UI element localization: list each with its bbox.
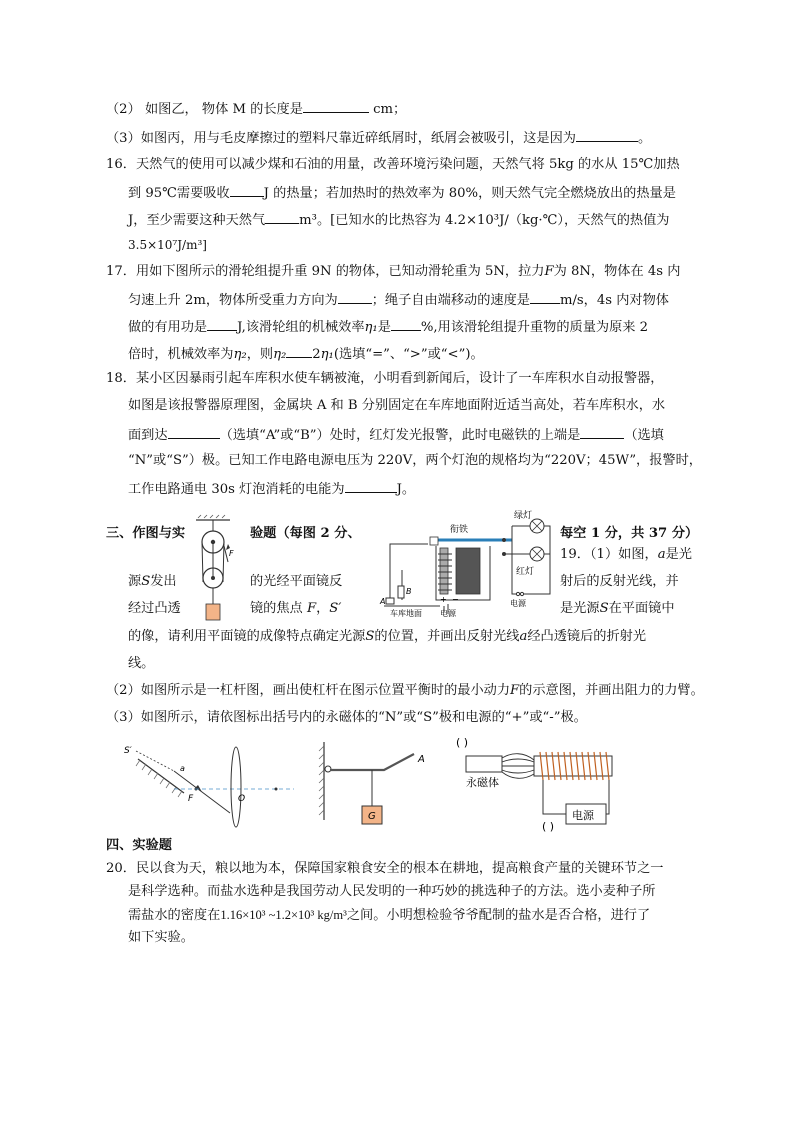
q17-text: %,用该滑轮组提升重物的质量为原来 2 — [420, 320, 649, 335]
green-lamp-label: 绿灯 — [514, 511, 533, 521]
armature-label: 衔铁 — [450, 525, 469, 535]
q18-text: （选填“A”或“B”）处时，红灯发光报警，此时电磁铁的上端是 — [219, 428, 581, 443]
lever-arm — [330, 754, 414, 770]
image-point-label: S′ — [124, 746, 132, 756]
q19-row2-left — [128, 572, 177, 592]
q17-text: 2 — [312, 347, 321, 362]
answer-blank — [265, 209, 299, 224]
answer-blank — [338, 289, 372, 304]
weight-block — [206, 604, 220, 620]
q17-var: η₂ — [233, 347, 247, 362]
q19-text: ， — [316, 601, 330, 616]
q18-line-3 — [128, 424, 664, 446]
q17-text: 匀速上升 2m，物体所受重力方向为 — [128, 293, 338, 308]
answer-blank — [303, 98, 369, 113]
ray-label: a — [180, 764, 185, 773]
q17-text: 17．用如下图所示的滑轮组提升重 9N 的物体，已知动滑轮重为 5N，拉力 — [106, 264, 545, 279]
section-3-heading-c: 每空 1 分，共 37 分） — [560, 526, 699, 541]
q19-text: 是光 — [665, 547, 692, 562]
q19-text: 在平面镜中 — [608, 601, 675, 616]
q19-part2 — [106, 681, 704, 701]
q17-text: 做的有用功是 — [128, 320, 208, 335]
q19-text: 源 — [128, 574, 142, 589]
lens-figure — [118, 735, 298, 825]
red-lamp-label: 红灯 — [516, 567, 535, 577]
section-3-heading-b: 验题（每图 2 分、 — [250, 526, 361, 541]
q19-row4 — [128, 627, 646, 647]
metal-block-b — [398, 586, 404, 598]
q19-part3: （3）如图所示，请依图标出括号内的永磁体的“N”或“S”极和电源的“+”或“-”极。 — [106, 710, 587, 725]
q18-text: （选填 — [624, 428, 664, 443]
q20-line-3 — [128, 905, 650, 926]
q19-row2-right: 射后的反射光线，并 — [560, 574, 679, 589]
answer-blank — [286, 343, 312, 358]
answer-blank — [576, 127, 638, 142]
q19-row2-mid: 的光经平面镜反 — [250, 574, 343, 589]
q17-var: F — [544, 264, 554, 279]
q20-line-4: 如下实验。 — [128, 930, 194, 945]
q17-var: η₂ — [273, 347, 287, 362]
q19-row3-left: 经过凸透 — [128, 601, 181, 616]
q20-line-1: 20．民以食为天，粮以地为本，保障国家粮食安全的根本在耕地，提高粮食产量的关键环节之一 — [106, 861, 664, 876]
magnet-pole-bracket: ( ) — [456, 736, 469, 749]
q16-line-2 — [128, 182, 676, 204]
answer-blank — [530, 289, 560, 304]
force-label: F — [229, 549, 234, 558]
weight-label: G — [368, 811, 376, 822]
q15-part3-end: 。 — [637, 131, 652, 146]
q17-text: (选填“=”、“>”或“<”)。 — [333, 347, 484, 362]
q17-line-1 — [106, 262, 680, 282]
q19-text: 19．（1）如图， — [560, 547, 658, 562]
q18-line-1: 18．某小区因暴雨引起车库积水使车辆被淹，小明看到新闻后，设计了一车库积水自动报警器， — [106, 371, 664, 386]
q19-intro — [560, 545, 692, 565]
q20-line-2: 是科学选种。而盐水选种是我国劳动人民发明的一种巧妙的挑选种子的方法。选小麦种子所 — [128, 884, 656, 899]
permanent-magnet — [466, 756, 502, 772]
convex-lens — [231, 747, 241, 827]
q15-part3 — [106, 127, 651, 149]
q19-row3-right — [560, 599, 675, 619]
q19-var: S — [141, 574, 151, 589]
minus-label: − — [452, 595, 459, 604]
q19-text: 经凸透镜后的折射光 — [527, 629, 647, 644]
q17-text: 倍时，机械效率为 — [128, 347, 234, 362]
control-power-label: 电源 — [440, 609, 456, 618]
q19-var: S — [599, 601, 609, 616]
q19-text: 发出 — [150, 574, 177, 589]
q19-text: 镜的焦点 — [250, 601, 303, 616]
q16-text: m³。[已知水的比热容为 4.2×10³J/（kg·℃），天然气的热值为 — [299, 213, 670, 228]
q15-part2 — [106, 98, 406, 120]
q19-var: S — [365, 629, 375, 644]
q18-text: 工作电路通电 30s 灯泡消耗的电能为 — [128, 482, 345, 497]
q19-var: F — [510, 683, 520, 698]
q17-text: 为 8N，物体在 4s 内 — [553, 264, 681, 279]
q15-part2-text: （2） 如图乙， 物体 M 的长度是 — [106, 102, 303, 117]
label-a: A — [380, 597, 386, 606]
q16-line-4: 3.5×10⁷J/m³] — [128, 238, 207, 252]
q18-text: J。 — [396, 482, 416, 497]
answer-blank — [230, 182, 264, 197]
density-range: 1.16×10³ ~1.2×10³ kg/m³ — [220, 908, 347, 922]
q17-line-3 — [128, 316, 648, 338]
q19-text: 的像，请利用平面镜的成像特点确定光源 — [128, 629, 366, 644]
q15-part2-unit: cm； — [373, 102, 407, 117]
electromagnet-core — [440, 548, 448, 594]
q17-line-2 — [128, 289, 669, 311]
q16-text: J 的热量；若加热时的热效率为 80%，则天然气完全燃烧放出的热量是 — [263, 186, 676, 201]
q18-line-2: 如图是该报警器原理图，金属块 A 和 B 分别固定在车库地面附近适当高处，若车库积水，水 — [128, 398, 666, 413]
q19-row5: 线。 — [128, 656, 155, 671]
answer-blank — [345, 478, 397, 493]
q19-var: a — [657, 547, 666, 562]
q17-text: ；绳子自由端移动的速度是 — [371, 293, 530, 308]
magnet-label: 永磁体 — [466, 776, 499, 789]
q19-row3-mid — [250, 599, 341, 619]
alarm-circuit-figure — [380, 510, 555, 618]
optical-center-label: O — [238, 794, 246, 804]
q17-text: m/s，4s 内对物体 — [559, 293, 669, 308]
power-label: 电源 — [572, 809, 594, 822]
q17-var: η₁ — [364, 320, 378, 335]
q17-text: J,该滑轮组的机械效率 — [237, 320, 365, 335]
answer-blank — [580, 424, 624, 439]
q19-var: F — [306, 601, 317, 616]
pulley-figure — [190, 518, 250, 624]
q17-var: η₁ — [320, 347, 334, 362]
metal-block-a — [386, 598, 394, 604]
q16-text: J，至少需要这种天然气 — [128, 213, 266, 228]
q19-text: （2）如图所示是一杠杆图，画出使杠杆在图示位置平衡时的最小动力 — [106, 683, 511, 698]
q19-var: S′ — [329, 601, 342, 616]
q18-line-4: “N”或“S”）极。已知工作电路电源电压为 220V，两个灯泡的规格均为“220V；45W”，报警时， — [128, 453, 702, 468]
garage-floor-label: 车库地面 — [390, 609, 422, 618]
point-a-label: A — [418, 754, 425, 765]
q16-text: 到 95℃需要吸收 — [128, 186, 230, 201]
q16-line-3 — [128, 209, 669, 231]
q19-var: a — [519, 629, 528, 644]
q17-text: ，则 — [246, 347, 274, 362]
focus-label: F — [188, 794, 194, 804]
work-power-label: 电源 — [510, 599, 526, 608]
label-b: B — [406, 587, 412, 596]
power-pole-bracket: ( ) — [542, 820, 555, 833]
section-4-heading: 四、实验题 — [106, 838, 172, 853]
q17-text: 是 — [377, 320, 391, 335]
q16-line-1: 16．天然气的使用可以减少煤和石油的用量，改善环境污染问题，天然气将 5kg 的水从 15℃加热 — [106, 157, 680, 172]
q18-line-5 — [128, 478, 415, 500]
q19-text: 的位置，并画出反射光线 — [374, 629, 520, 644]
q15-part3-text: （3）如图丙，用与毛皮摩擦过的塑料尺靠近碎纸屑时，纸屑会被吸引，这是因为 — [106, 131, 576, 146]
section-3-heading-a: 三、作图与实 — [106, 526, 186, 541]
lever-figure — [318, 740, 438, 830]
q17-line-4 — [128, 343, 484, 365]
q19-text: 是光源 — [560, 601, 600, 616]
magnet-figure — [454, 734, 626, 834]
plus-label: + — [440, 595, 447, 604]
q20-text: 需盐水的密度在 — [128, 908, 221, 923]
q18-text: 面到达 — [128, 428, 168, 443]
q20-text: 之间。小明想检验爷爷配制的盐水是否合格，进行了 — [346, 908, 651, 923]
answer-blank — [207, 316, 237, 331]
answer-blank — [391, 316, 421, 331]
q19-text: 的示意图，并画出阻力的力臂。 — [519, 683, 704, 698]
answer-blank — [168, 424, 220, 439]
